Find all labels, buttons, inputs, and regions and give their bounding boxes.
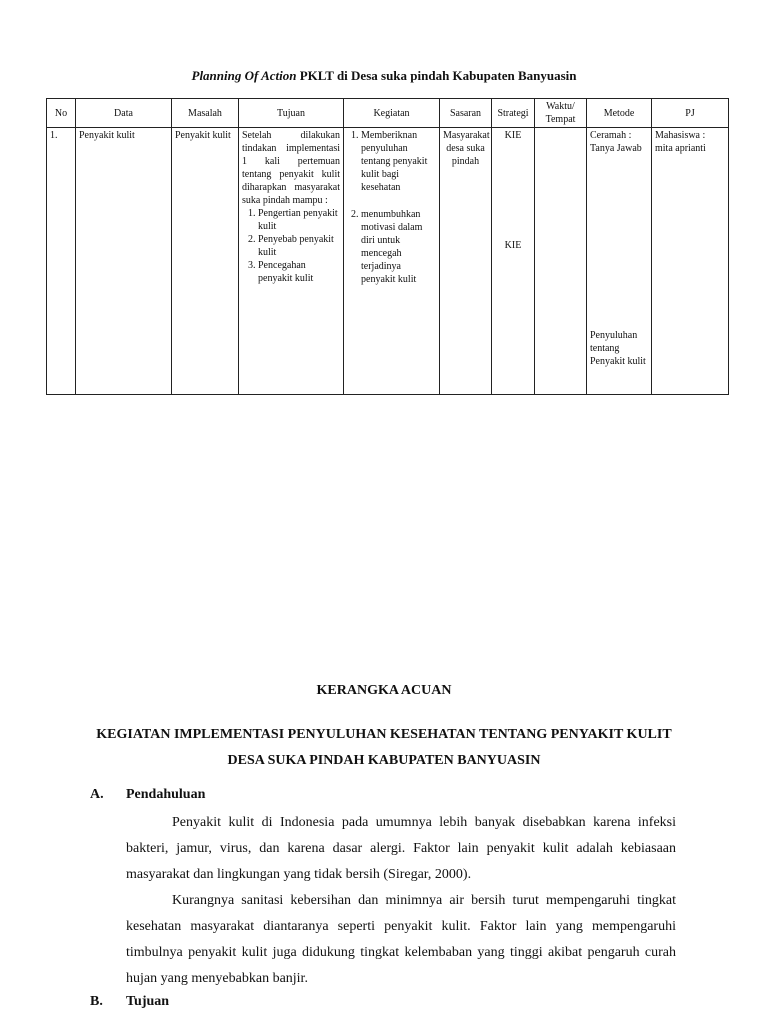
section-label: B. (90, 994, 103, 1009)
col-header: Data (76, 99, 172, 128)
section-a-heading (90, 787, 205, 803)
list-item: 1. Pengertian penyakit kulit (258, 207, 340, 233)
col-header: Strategi (492, 99, 535, 128)
kegiatan-list (347, 129, 436, 286)
col-header: Masalah (172, 99, 239, 128)
poa-title-italic: Planning Of Action (191, 68, 297, 83)
metode-2: Penyuluhan tentang Penyakit kulit (590, 330, 646, 367)
kerangka-subtitle: KEGIATAN IMPLEMENTASI PENYULUHAN KESEHATAN TENTANG PENYAKIT KULIT DESA SUKA PINDAH KABUPATEN BANYUASIN (96, 727, 672, 768)
list-item: 3. Pencegahan penyakit kulit (258, 259, 340, 285)
list-item: 1. Memberiknan penyuluhan tentang penyakit kulit bagi kesehatan (361, 129, 436, 194)
table-header-row (47, 99, 729, 128)
poa-title-rest: PKLT di Desa suka pindah Kabupaten Banyuasin (296, 68, 577, 83)
section-heading: Tujuan (126, 994, 170, 1009)
strategi-1: KIE (504, 130, 522, 141)
cell-tujuan (239, 128, 344, 395)
list-item: 2. menumbuhkan motivasi dalam diri untuk mencegah terjadinya penyakit kulit (361, 208, 436, 286)
cell-masalah: Penyakit kulit (172, 128, 239, 395)
paragraph: Kurangnya sanitasi kebersihan dan minimnya air bersih turut mempengaruhi tingkat kesehatan masyarakat diantaranya seperti penyakit kulit. Faktor lain yang mempengaruhi timbulnya penyakit kulit juga didukung tingkat kelembaban yang tinggi akibat pengaruh curah hujan yang menyebabkan banjir. (126, 893, 676, 986)
tujuan-list (242, 207, 340, 285)
cell-no: 1. (47, 128, 76, 395)
section-heading: Pendahuluan (126, 787, 206, 802)
tujuan-intro: Setelah dilakukan tindakan implementasi 1 kali pertemuan tentang penyakit kulit diharapkan masyarakat suka pindah mampu : (242, 130, 340, 206)
col-header: Sasaran (440, 99, 492, 128)
section-label: A. (90, 787, 104, 802)
poa-title (0, 68, 768, 84)
cell-pj: Mahasiswa : mita aprianti (652, 128, 729, 395)
col-header: Waktu/ Tempat (535, 99, 587, 128)
cell-data: Penyakit kulit (76, 128, 172, 395)
section-b-heading (90, 994, 169, 1010)
planning-table (46, 98, 729, 395)
section-a-body (126, 810, 676, 992)
list-item: 2. Penyebab penyakit kulit (258, 233, 340, 259)
kerangka-title: KERANGKA ACUAN (316, 683, 452, 698)
cell-waktu (535, 128, 587, 395)
cell-sasaran: Masyarakat desa suka pindah (440, 128, 492, 395)
col-header: Metode (587, 99, 652, 128)
strategi-2: KIE (504, 240, 522, 251)
col-header: PJ (652, 99, 729, 128)
cell-metode (587, 128, 652, 395)
col-header: No (47, 99, 76, 128)
metode-1: Ceramah : Tanya Jawab (590, 130, 642, 154)
table-row (47, 128, 729, 395)
col-header: Kegiatan (344, 99, 440, 128)
cell-strategi (492, 128, 535, 395)
cell-kegiatan (344, 128, 440, 395)
col-header: Tujuan (239, 99, 344, 128)
paragraph: Penyakit kulit di Indonesia pada umumnya lebih banyak disebabkan karena infeksi bakteri, jamur, virus, dan karena dasar alergi. Faktor lain penyakit kulit adalah kebiasaan masyarakat dan lingkungan yang tidak bersih (Siregar, 2000). (126, 815, 676, 882)
